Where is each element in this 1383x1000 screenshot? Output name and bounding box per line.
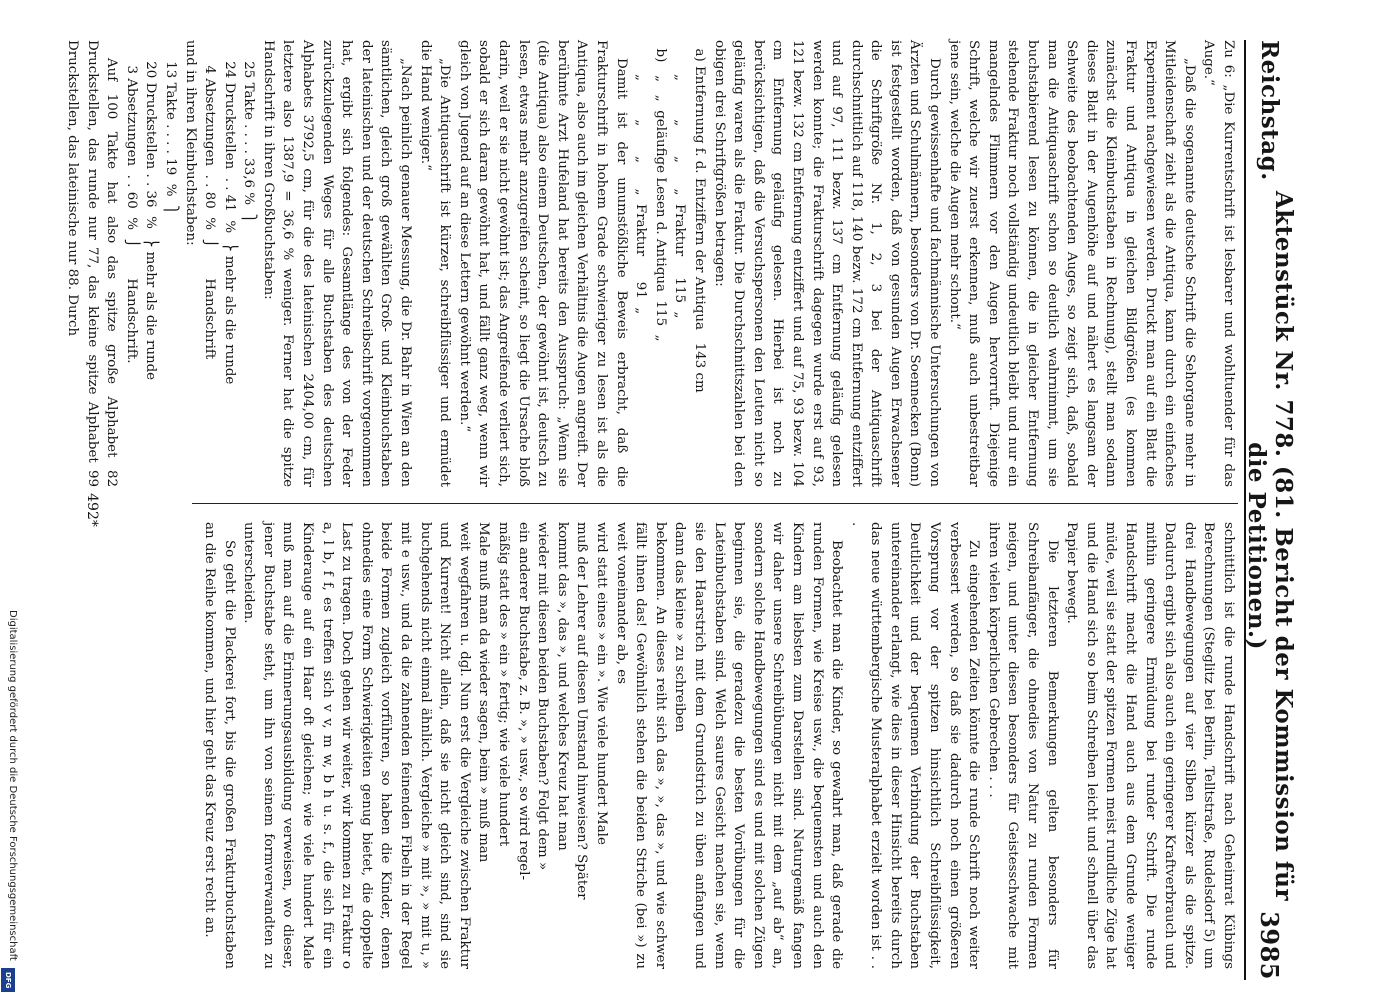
left-column-paragraph: 13 Takte . . . . 19 % ⎫ — [162, 40, 178, 216]
left-column-paragraph: „Nach peinlich genauer Messung, die Dr. Bahr in Wien an den sämtlichen, gleich groß gewählten Groß- und Kleinbuchstaben der lateinischen und der deutschen Schreibschrift vorgenommen hat, ergibt sich folgendes: Gesamtlänge des von der Feder zurückzulegenden Weges für alle Buchstaben des deutschen Alphabets 3792,5 cm, für die des lateinischen 2404,00 cm, für letztere also 1387,9 = 36,6 % weniger. Ferner hat die spitze Handschrift in ihren Großbuchstaben: — [260, 40, 414, 487]
left-column-paragraph: 20 Druckstellen . . 36 % ⎬ mehr als die runde — [143, 40, 159, 381]
header-title: Aktenstück Nr. 778. (81. Bericht der Kommission für die Petitionen.) — [1243, 190, 1297, 902]
page-number: 3985 — [1255, 911, 1285, 980]
right-column-paragraph: Beobachtet man die Kinder, so gewahrt man, daß gerade die runden Formen, wie Kreise usw., die bequemsten und auch den Kindern am liebsten zum Darstellen sind. Naturgemäß fangen wir daher unsere Schreibübungen nicht mit dem „auf ab“ an, sondern solche Handbewegungen sind es und mit solchen Zügen beginnen sie, die geradezu die besten Vorübungen für die Lateinbuchstaben sind. Welch saures Gesicht machen sie, wenn sie den Haarstrich mit dem Grundstrich zu üben anfangen und dann das kleine » zu schreiben — [672, 522, 845, 969]
credit-text: Digitalisierung gefördert durch die Deutsche Forschungsgemeinschaft — [7, 610, 18, 961]
left-column-paragraph: 3 Absetzungen . . 60 % ⎭ Handschrift. — [123, 40, 139, 364]
right-column-paragraph: Male muß man da wieder sagen, beim » muß man — [476, 522, 492, 863]
dfg-logo: DFG — [1, 968, 15, 992]
left-column-paragraph: Auf 100 Takte hat also das spitze große Alphabet 82 Druckstellen, das runde nur 77, das kleine spitze Alphabet 99 Druckstellen, das lateinische nur 88. Durch — [64, 40, 120, 487]
page-header — [1243, 40, 1297, 980]
header-left: Reichstag. — [1256, 40, 1284, 181]
right-column-paragraph: schnittlich ist die runde Handschrift nach Geheimrat Kübings Berechnungen (Steglitz bei Berlin, Telltstraße, Rudelsdorf 5) um drei Handbewegungen auf vier Silben kürzer als die spitze. Dadurch ergibt sich also auch ein geringerer Kraftverbrauch und mithin geringere Ermüdung bei runder Schrift. Die runde Handschrift macht die Hand auch aus dem Grunde weniger müde, weil sie statt der spitzen Formen meist rundliche Züge hat und die Hand sich so beim Schreiben leicht und schnell über das Papier bewegt. — [1064, 522, 1236, 969]
left-column-paragraph: Damit ist der unumstößliche Beweis erbracht, daß die Frakturschrift in hohem Grade schwieriger zu lesen ist als die Antiqua, also auch im gleichen Verhältnis die Augen angreift. Der berühmte Arzt Hufeland hat bereits den Ausspruch: „Wenn sie (die Antiqua) also einem Deutschen, der gewöhnt ist, deutsch zu lesen, etwas mehr anzugreifen scheint, so liegt die Ursache bloß darin, weil er sie nicht gewöhnt ist; das Angreifende verliert sich, sobald er sich daran gewöhnt hat, und fällt ganz weg, wenn wir gleich von Jugend auf an diese Lettern gewöhnt werden.“ — [456, 40, 629, 487]
right-column — [188, 522, 1238, 969]
right-column-paragraph: kommt das », das », und welches Kreuz hat man — [554, 522, 570, 851]
folio-mark: 492* — [84, 493, 100, 527]
left-column-paragraph: 25 Takte . . . . 33,6 % ⎫ — [241, 40, 257, 224]
left-column-paragraph: 4 Absetzungen . . 80 % ⎭ Handschrift — [202, 40, 218, 360]
left-column-paragraph: „ „ „ „ Fraktur 115 „ — [672, 40, 688, 319]
right-column-paragraph: Die letzteren Bemerkungen gelten besonders für Schreibanfänger, die ohnedies von Natur zu runden Formen neigen, und unter diesen besonders für Geistesschwache mit ihren vielen körperlichen Gebrechen . . . — [985, 522, 1060, 969]
right-column-paragraph: wieder mit diesen beiden Buchstaben? Folgt dem » — [535, 522, 551, 871]
left-column-paragraph: a) Entfernung f. d. Entziffern der Antiqua 143 cm — [691, 40, 707, 393]
left-column-paragraph: Durch gewissenhafte und fachmännische Untersuchungen von Ärzten und Schulmännern, besonders von Dr. Soennecken (Bonn) ist festgestellt worden, daß von gesunden Augen Erwachsener die Schriftgröße Nr. 1, 2, 3 bei der Antiquaschrift durchschnittlich auf 118, 140 bezw. 172 cm Entfernung entziffert und auf 97, 111 bezw. 137 cm Entfernung geläufig gelesen werden konnte; die Frakturschrift dagegen wurde erst auf 93, 121 bezw. 132 cm Entfernung entziffert und auf 75, 93 bezw. 104 cm Entfernung geläufig gelesen. Hierbei ist noch zu berücksichtigen, daß die Versuchspersonen den Leuten nicht so geläufig waren als die Fraktur. Die Durchschnittszahlen bei den obigen drei Schriftgrößen betragen: — [711, 40, 943, 487]
right-column-paragraph: weit wegfahren u. dgl. Nun erst die Vergleiche zwischen Fraktur und Kurrent! Nicht allein, daß sie nicht gleich sind, sind sie buchgehends nicht einmal ähnlich. Vergleiche » mit », » mit u, » mit e usw., und da die zahnenden feinenden Fibeln in der Regel beide Formen zugleich vorführen, so haben die Kinder, denen ohnedies eine Form Schwierigkeiten genug bietet, die doppelte Last zu tragen. Doch gehen wir weiter, wir kommen zu Fraktur o a, l b, f f, es treffen sich v v, m w, b h u. s. f., die sich für ein Kinderauge auf ein Haar oft gleichen; wie viele hundert Male muß man auf die Erinnerungsausbildung verweisen, wo dieser, jener Buchstabe steht, um ihn von seinem formverwandten zu unterscheiden. — [241, 522, 472, 969]
right-column-paragraph: muß der Lehrer auf diesen Umstand hinweisen? Später — [574, 522, 590, 900]
left-column-paragraph: und in ihren Kleinbuchstaben: — [182, 40, 198, 246]
right-column-paragraph: mäßig statt des » ein » fertig; wie viele hundert — [496, 522, 512, 847]
left-column-paragraph: Zu 6: „Die Kurrentschrift ist lesbarer und wohltuender für das Auge.“ — [1201, 40, 1236, 487]
left-column-paragraph: 24 Druckstellen . . 41 % ⎬ mehr als die runde — [221, 40, 237, 385]
column-separator — [192, 503, 1238, 504]
document-page — [10, 40, 1297, 980]
right-column-paragraph: bekommen. An dieses reiht sich das », », das », und wie schwer fällt ihnen das! Gewöhnlich stehen die beiden Striche (bei ») zu weit voneinander ab, es — [613, 522, 668, 969]
header-rule — [1244, 40, 1246, 980]
left-column — [64, 40, 1238, 487]
left-column-paragraph: „ „ „ „ Fraktur 91 „ — [633, 40, 649, 315]
left-column-paragraph: b) „ „ geläufige Lesen d. Antiqua 115 „ — [652, 40, 668, 342]
left-column-paragraph: „Die Antiquaschrift ist kürzer, schreibflüssiger und ermüdet die Hand weniger.“ — [417, 40, 453, 487]
left-column-paragraph: „Daß die sogenannte deutsche Schrift die Sehorgane mehr in Mitleidenschaft zieht als die Antiqua, kann durch ein einfaches Experiment nachgewiesen werden. Druckt man auf ein Blatt die Fraktur und Antiqua in gleichen Bildgrößen (es kommen zunächst die Kleinbuchstaben in Rechnung), stellt man sodann dieses Blatt in der Augenhöhe auf und nähert es langsam der Sehweite des beobachtenden Auges, so zeigt sich, daß, sobald man die Antiquaschrift schon so deutlich wahrnimmt, um sie buchstabierend lesen zu können, die in gleicher Entfernung stehende Fraktur noch vollständig undeutlich bleibt und nur ein mangelndes Flimmern vor den Augen hervorruft. Diejenige Schrift, welche wir zuerst erkennen, muß auch unbestreitbar jene sein, welche die Augen mehr schont.“ — [946, 40, 1197, 487]
right-column-paragraph: ein anderer Buchstabe, z. B. », » usw., so wird regel- — [515, 522, 531, 881]
digitization-credit — [4, 610, 20, 990]
right-column-paragraph: wird statt eines » ein ». Wie viele hundert Male — [594, 522, 609, 845]
right-column-paragraph: So geht die Plackerei fort, bis die großen Frakturbuchstaben an die Reihe kommen, und hier geht das Kreuz erst recht an. — [202, 522, 237, 969]
right-column-paragraph: Zu eingehenden Zeiten könnte die runde Schrift noch weiter verbessert werden, so daß sie dadurch noch einen größeren Vorsprung vor der spitzen hinsichtlich Schreibflüssigkeit, Deutlichkeit und der bequemen Verbindung der Buchstaben untereinander erlangt, wie dies in dieser Hinsicht bereits durch das neue württembergische Musteralphabet erzielt worden ist . . . — [848, 522, 982, 969]
